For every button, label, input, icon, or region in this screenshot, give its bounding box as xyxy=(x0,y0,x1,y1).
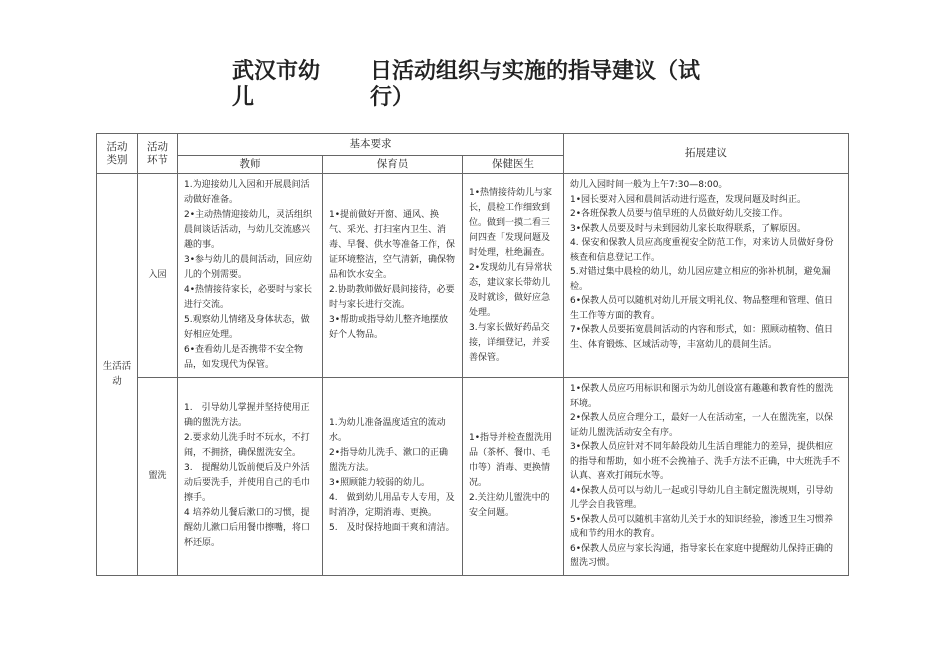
list-item: 4. 做到幼儿用品专人专用，及时消净，定期消毒、更换。 xyxy=(329,493,455,519)
list-item: 2.要求幼儿洗手时不玩水，不打闹，不拥挤，确保盥洗安全。 xyxy=(184,433,310,459)
header-health: 保健医生 xyxy=(463,156,564,174)
list-item: 1.为迎接幼儿入园和开展晨间活动做好准备。 xyxy=(184,180,310,205)
title-line1-right: 日活动组织与实施的指导建议（试 xyxy=(370,59,701,84)
list-item: 3•保教人员应针对不同年龄段幼儿生活自理能力的差异，提供相应的指导和帮助，如小班不会挽袖子、洗手方法不正确，中大班洗手不认真、喜欢打闹玩水等。 xyxy=(570,442,841,481)
list-item: 4•保教人员可以与幼儿一起或引导幼儿自主制定盥洗规则，引导幼儿学会自我管理。 xyxy=(570,485,834,510)
list-item: 2•各班保教人员要与值早班的人员做好幼儿交接工作。 xyxy=(570,209,789,219)
extension-cell xyxy=(564,378,849,576)
header-extension: 拓展建议 xyxy=(564,134,849,174)
health-cell xyxy=(463,174,564,378)
list-item: 3•保教人员要及时与未到园幼儿家长取得联系，了解原因。 xyxy=(570,223,807,234)
list-item: 2•指导幼儿洗手、漱口的正确盥洗方法。 xyxy=(329,448,449,474)
title-line1-left: 武汉市幼 xyxy=(232,59,321,84)
list-item: 5. 及时保持地面干爽和清洁。 xyxy=(329,523,455,534)
caregiver-cell xyxy=(323,378,463,576)
extension-cell xyxy=(564,174,849,378)
list-item: 3•参与幼儿的晨间活动，回应幼儿的个别需要。 xyxy=(184,255,313,280)
list-item: 2•发现幼儿有异常状态，建议家长带幼儿及时就诊，做好应急处理。 xyxy=(469,262,553,318)
header-stage: 活动 环节 xyxy=(138,134,178,174)
list-item: 6•保教人员可以随机对幼儿开展文明礼仪、物品整理和管理、值日生工作等方面的教育。 xyxy=(570,296,834,321)
guidance-table xyxy=(96,133,849,576)
header-caregiver: 保育员 xyxy=(323,156,463,174)
list-item: 1•保教人员应巧用标识和图示为幼儿创设富有趣趣和教育性的盥洗环境。 xyxy=(570,384,834,409)
list-item: 6•保教人员应与家长沟通，指导家长在家庭中提醒幼儿保持正确的盥洗习惯。 xyxy=(570,543,834,568)
title-line2-left: 儿 xyxy=(232,85,255,110)
header-category: 活动 类别 xyxy=(97,134,138,174)
list-item: 3.与家长做好药品交接，详细登记，并妥善保管。 xyxy=(469,322,551,363)
list-item: 3. 提醒幼儿饭前便后及户外活动后要洗手，并使用自己的毛巾擦手。 xyxy=(184,463,311,504)
category-cell: 生活活 动 xyxy=(97,174,138,576)
list-item: 1•园长要对入园和晨间活动进行巡查，发现问题及时纠正。 xyxy=(570,194,807,205)
list-item: 5•保教人员可以随机丰富幼儿关于水的知识经验，渗透卫生习惯养成和节约用水的教育。 xyxy=(570,514,834,539)
list-item: 2•主动热情迎接幼儿，灵活组织晨间谈话活动，与幼儿交流感兴趣的事。 xyxy=(184,210,313,250)
list-item: 2•保教人员应合理分工，最好一人在活动室，一人在盥洗室，以保证幼儿盥洗活动安全有序。 xyxy=(570,413,834,438)
list-item: 1•热情接待幼儿与家长，晨检工作细致到位。做到一摸二看三问四查「发现问题及时处理，杜绝漏查。 xyxy=(469,187,553,258)
list-item: 1. 引导幼儿掌握并坚持使用正确的盥洗方法。 xyxy=(184,403,310,429)
list-item: 5.观察幼儿情绪及身体状态，做好相应处理。 xyxy=(184,315,310,340)
list-item: 1•提前做好开窗、通风、换气、采光、打扫室内卫生、消毒、早餐、供水等准备工作，保证环境整洁，空气清新，确保物品和饮水安全。 xyxy=(329,210,456,280)
teacher-cell xyxy=(178,174,323,378)
list-item: 3•照顾能力较弱的幼儿。 xyxy=(329,478,431,489)
list-item: 1.为幼儿准备温度适宜的流动水。 xyxy=(329,418,446,444)
stage-cell: 盥洗 xyxy=(138,378,178,576)
list-item: 4 培养幼儿餐后漱口的习惯，提醒幼儿漱口后用餐巾擦嘴，将口杯还原。 xyxy=(184,508,311,549)
caregiver-cell xyxy=(323,174,463,378)
list-item: 2.协助教师做好晨间接待，必要时与家长进行交流。 xyxy=(329,285,455,310)
list-item: 2.关注幼儿盥洗中的安全问题。 xyxy=(469,493,550,519)
list-item: 6•查看幼儿是否携带不安全物品，如发现代为保管。 xyxy=(184,345,304,370)
list-item: 1•指导并检查盥洗用品（茶杯、餐巾、毛巾等）消毒、更换情况。 xyxy=(469,433,553,489)
header-basic-requirements: 基本要求 xyxy=(178,134,564,156)
list-item: 4•热情接待家长，必要时与家长进行交流。 xyxy=(184,285,313,310)
list-item: 幼儿入园时间一般为上午7:30—8:00。 xyxy=(570,180,728,190)
list-item: 3•帮助或指导幼儿整齐地摆放好个人物品。 xyxy=(329,315,449,340)
teacher-cell xyxy=(178,378,323,576)
title-line2-right: 行） xyxy=(370,85,415,110)
stage-cell: 入园 xyxy=(138,174,178,378)
list-item: 5.对错过集中晨检的幼儿，幼儿园应建立相应的弥补机制，避免漏检。 xyxy=(570,267,831,292)
health-cell xyxy=(463,378,564,576)
list-item: 4. 保安和保教人员应高度重视安全防范工作，对来访人员做好身份核查和信息登记工作。 xyxy=(570,238,834,263)
header-teacher: 教师 xyxy=(178,156,323,174)
list-item: 7•保教人员要拓宽晨间活动的内容和形式，如：照顾动植物、值日生、体育锻炼、区域活动等，丰富幼儿的晨间生活。 xyxy=(570,325,834,350)
